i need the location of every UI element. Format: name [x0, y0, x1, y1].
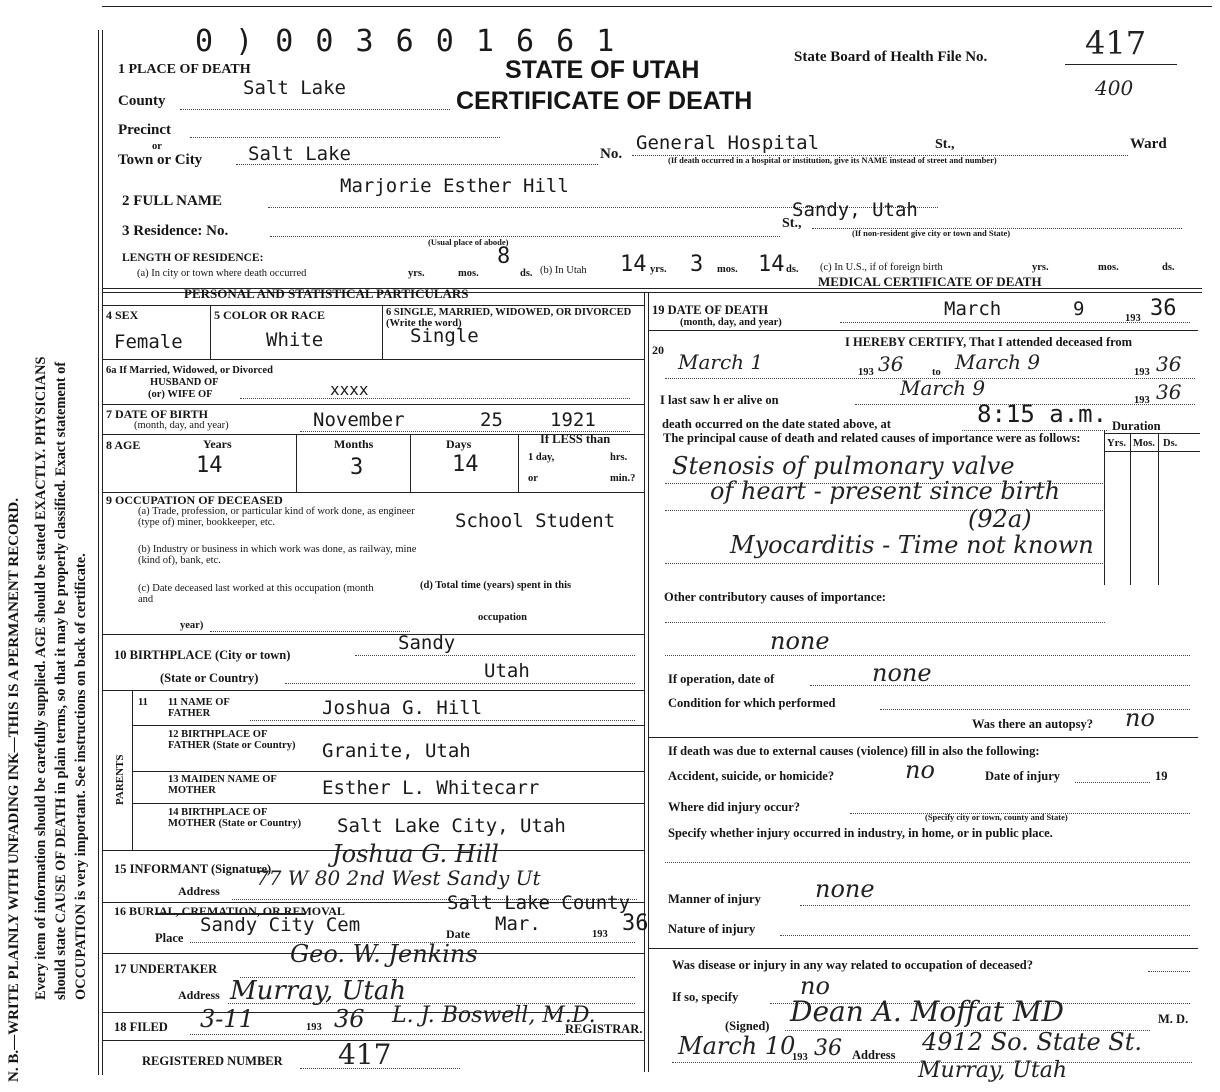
- industry-label: Specify whether injury occurred in industry, in home, or in public place.: [668, 826, 1053, 840]
- physician-city: Murray, Utah: [918, 1058, 1068, 1083]
- contrib-value: none: [770, 627, 830, 655]
- burial-date: Mar.: [495, 913, 541, 935]
- cause-line-1: Stenosis of pulmonary valve: [672, 452, 1015, 480]
- registered-number: 417: [338, 1038, 392, 1071]
- marital-value: Single: [410, 325, 479, 347]
- signed-year-prefix: 193: [792, 1052, 808, 1063]
- age-days-label: Days: [446, 437, 472, 451]
- death-occurred-label: death occurred on the date stated above, at: [662, 417, 891, 431]
- manner-value: none: [815, 875, 875, 903]
- age-months-label: Months: [334, 437, 374, 451]
- sidebar-line-2: Every item of information should be carefully supplied. AGE should be stated EXACTLY. PHYSICIANS: [33, 356, 49, 1000]
- age-months: 3: [350, 455, 364, 480]
- contrib-label: Other contributory causes of importance:: [664, 590, 886, 604]
- age-label: 8 AGE: [106, 438, 141, 452]
- burial-year: 36: [622, 911, 649, 936]
- spouse-label-3: (or) WIFE OF: [148, 389, 213, 400]
- burial-value: Salt Lake County: [447, 892, 631, 914]
- attended-from: March 1: [678, 350, 764, 374]
- undertaker-signature: Geo. W. Jenkins: [290, 940, 478, 968]
- nature-label: Nature of injury: [668, 922, 756, 936]
- last-saw-prefix: 193: [1134, 395, 1150, 406]
- burial-year-prefix: 193: [592, 929, 608, 940]
- certify-label: I HEREBY CERTIFY, That I attended deceased from: [845, 335, 1133, 349]
- autopsy-label: Was there an autopsy?: [972, 717, 1093, 731]
- last-saw-label: I last saw h er alive on: [660, 393, 779, 407]
- form-left-border-inner: [102, 30, 103, 1075]
- dod-day: 9: [1073, 298, 1085, 320]
- birthplace-city: Sandy: [398, 632, 456, 654]
- spouse-label-2: HUSBAND OF: [150, 377, 219, 388]
- residence-c-ds: ds.: [1162, 262, 1175, 273]
- registered-number-label: REGISTERED NUMBER: [142, 1054, 283, 1068]
- residence-b-mos: mos.: [717, 264, 738, 275]
- physician-signature: Dean A. Moffat MD: [790, 995, 1064, 1028]
- burial-place-label: Place: [155, 931, 184, 945]
- filed-label: 18 FILED: [114, 1020, 168, 1034]
- registrar-signature: L. J. Boswell, M.D.: [392, 1003, 596, 1028]
- residence-a-yrs: yrs.: [408, 268, 425, 279]
- street-no-label: No.: [600, 146, 623, 162]
- physician-address-label: Address: [852, 1048, 896, 1062]
- mother-label: 13 MAIDEN NAME OF MOTHER: [168, 774, 277, 796]
- duration-yrs-label: Yrs.: [1107, 438, 1126, 449]
- filed-date: 3-11: [200, 1005, 254, 1033]
- accident-value: no: [905, 756, 935, 784]
- mother-birthplace: Salt Lake City, Utah: [337, 815, 566, 837]
- sidebar-line-3: should state CAUSE OF DEATH in plain terms, so that it may be properly classified. Exact statement of: [53, 361, 69, 1000]
- operation-value: none: [872, 659, 932, 687]
- town-label: Town or City: [118, 152, 203, 168]
- occupation-a-label: (a) Trade, profession, or particular kind of work done, as engineer (type of) miner, bookkeeper, etc.: [138, 506, 415, 528]
- certificate-state-title: STATE OF UTAH: [505, 56, 700, 84]
- residence-b-months: 3: [690, 252, 704, 277]
- dob-year: 1921: [550, 409, 596, 431]
- mother-value: Esther L. Whitecarr: [322, 777, 540, 799]
- length-of-residence-label: LENGTH OF RESIDENCE:: [122, 252, 264, 264]
- cause-line-3: (92a): [968, 505, 1032, 533]
- form-top-rule: [102, 6, 1212, 7]
- injury-year-label: 19: [1155, 769, 1168, 783]
- registrar-label: REGISTRAR.: [565, 1022, 643, 1036]
- father-birthplace-label: 12 BIRTHPLACE OF FATHER (State or Country): [168, 729, 296, 751]
- occupation-value: School Student: [455, 510, 616, 532]
- residence-b-years: 14: [620, 252, 647, 277]
- ward-label: Ward: [1130, 136, 1167, 152]
- residence-nonres-note: (If non-resident give city or town and State): [852, 228, 1011, 238]
- residence-a-ds: ds.: [520, 268, 533, 279]
- age-hrs-label: hrs.: [610, 452, 628, 463]
- cause-line-4: Myocarditis - Time not known: [730, 531, 1094, 559]
- specify-value: no: [800, 972, 830, 1000]
- sidebar-line-4: OCCUPATION is very important. See instructions on back of certificate.: [73, 553, 89, 1000]
- manner-label: Manner of injury: [668, 892, 761, 906]
- spouse-value: xxxx: [330, 380, 369, 399]
- informant-address: 77 W 80 2nd West Sandy Ut: [256, 866, 541, 890]
- autopsy-value: no: [1125, 704, 1155, 732]
- duration-mos-label: Mos.: [1133, 438, 1155, 449]
- age-years-label: Years: [203, 437, 232, 451]
- signed-label: (Signed): [725, 1019, 770, 1033]
- occupation-c-label: (c) Date deceased last worked at this occupation (month and: [138, 583, 374, 605]
- parents-label: PARENTS: [114, 754, 126, 805]
- informant-label: 15 INFORMANT (Signature): [114, 862, 272, 876]
- father-label: 11 NAME OF FATHER: [168, 697, 230, 719]
- file-no: 417: [1085, 24, 1147, 62]
- residence-a-label: (a) In city or town where death occurred: [137, 268, 307, 279]
- residence-b-ds: ds.: [786, 264, 799, 275]
- birthplace-state-label: (State or Country): [160, 671, 259, 685]
- duration-ds-label: Ds.: [1163, 438, 1178, 449]
- dod-year: 36: [1150, 296, 1177, 321]
- condition-label: Condition for which performed: [668, 696, 836, 710]
- dod-label-1: 19 DATE OF DEATH: [652, 303, 769, 317]
- undertaker-label: 17 UNDERTAKER: [114, 962, 218, 976]
- residence-a-days: 8: [497, 244, 511, 269]
- certify-num: 20: [652, 343, 664, 357]
- file-no-label: State Board of Health File No.: [794, 49, 988, 65]
- residence-c-yrs: yrs.: [1032, 262, 1049, 273]
- signed-year: 36: [814, 1036, 842, 1061]
- medical-section-header: MEDICAL CERTIFICATE OF DEATH: [818, 274, 1042, 289]
- signed-date: March 10: [678, 1032, 796, 1060]
- occupation-d2-label: occupation: [478, 612, 528, 623]
- where-note: (Specify city or town, county and State): [925, 812, 1068, 822]
- certificate-title: CERTIFICATE OF DEATH: [456, 87, 753, 115]
- age-days: 14: [452, 452, 479, 477]
- residence-label: 3 Residence: No.: [122, 223, 229, 239]
- attended-to-year: 36: [1156, 352, 1182, 376]
- mother-birthplace-label: 14 BIRTHPLACE OF MOTHER (State or Country): [168, 807, 302, 829]
- last-saw-date: March 9: [900, 376, 986, 400]
- residence-a-mos: mos.: [458, 268, 479, 279]
- age-day-label: 1 day,: [528, 452, 555, 463]
- attended-to: March 9: [955, 350, 1041, 374]
- dob-day: 25: [480, 409, 503, 431]
- personal-section-header: PERSONAL AND STATISTICAL PARTICULARS: [184, 286, 469, 301]
- street-label: St.,: [935, 137, 955, 152]
- precinct-label: Precinct: [118, 122, 172, 138]
- residence-b-label: (b) In Utah: [540, 265, 587, 276]
- duration-label: Duration: [1112, 419, 1161, 433]
- age-min-label: min.?: [610, 473, 636, 484]
- county-label: County: [118, 93, 166, 109]
- residence-c-label: (c) In U.S., if of foreign birth: [820, 262, 943, 273]
- occ-related-label: Was disease or injury in any way related to occupation of deceased?: [672, 958, 1033, 972]
- document-serial: 0 ) 0 0 3 6 0 1 6 6 1: [195, 24, 617, 59]
- burial-num-label: 16 BURIAL, CREMATION, OR REMOVAL: [114, 904, 345, 918]
- occupation-d-label: (d) Total time (years) spent in this: [420, 580, 572, 591]
- md-label: M. D.: [1158, 1012, 1189, 1026]
- death-time: 8:15 a.m.: [977, 400, 1108, 428]
- cause-line-2: of heart - present since birth: [710, 477, 1061, 505]
- dod-label-2: (month, day, and year): [680, 317, 782, 328]
- sex-value: Female: [114, 331, 183, 353]
- occupation-label: 9 OCCUPATION OF DECEASED: [106, 493, 283, 507]
- dob-label-2: (month, day, and year): [134, 420, 229, 431]
- undertaker-address-label: Address: [178, 988, 220, 1002]
- color-value: White: [266, 329, 324, 351]
- operation-label: If operation, date of: [668, 672, 775, 686]
- dod-year-prefix: 193: [1125, 313, 1141, 324]
- sidebar-line-1: N. B.—WRITE PLAINLY WITH UNFADING INK—THIS IS A PERMANENT RECORD.: [6, 498, 22, 1082]
- place-of-death-label: 1 PLACE OF DEATH: [118, 62, 251, 77]
- town-value: Salt Lake: [248, 143, 351, 165]
- residence-city: Sandy, Utah: [792, 199, 918, 221]
- burial-date-label: Date: [446, 927, 470, 941]
- burial-place: Sandy City Cem: [200, 914, 361, 936]
- age-years: 14: [196, 453, 223, 478]
- residence-st-label: St.,: [782, 216, 802, 231]
- age-less-label: If LESS than: [540, 432, 611, 446]
- birthplace-state: Utah: [484, 660, 530, 682]
- father-num: 11: [138, 697, 148, 708]
- hospital-value: General Hospital: [636, 132, 820, 154]
- last-saw-year: 36: [1156, 380, 1182, 404]
- age-or-label: or: [528, 473, 538, 484]
- hospital-note: (If death occurred in a hospital or institution, give its NAME instead of street and number): [668, 155, 997, 165]
- specify-label: If so, specify: [672, 990, 739, 1004]
- where-label: Where did injury occur?: [668, 800, 801, 814]
- physician-address: 4912 So. State St.: [922, 1028, 1143, 1056]
- full-name-value: Marjorie Esther Hill: [340, 175, 569, 197]
- attended-to-prefix: 193: [1134, 367, 1150, 378]
- dob-month: November: [313, 409, 405, 431]
- father-value: Joshua G. Hill: [322, 697, 483, 719]
- column-divider: [644, 292, 645, 1072]
- county-value: Salt Lake: [243, 77, 346, 99]
- residence-b-days: 14: [758, 252, 785, 277]
- color-label: 5 COLOR OR RACE: [214, 308, 326, 322]
- attended-from-year: 36: [878, 352, 904, 376]
- external-label: If death was due to external causes (violence) fill in also the following:: [668, 744, 1040, 758]
- filed-year: 36: [334, 1005, 365, 1033]
- attended-from-prefix: 193: [858, 367, 874, 378]
- residence-b-yrs: yrs.: [650, 264, 667, 275]
- form-left-border: [98, 30, 99, 1075]
- file-no-sub: 400: [1095, 76, 1134, 100]
- spouse-label-1: 6a If Married, Widowed, or Divorced: [106, 365, 273, 376]
- marital-label: 6 SINGLE, MARRIED, WIDOWED, OR DIVORCED (Write the word): [386, 307, 632, 329]
- precinct-or-label: or: [152, 141, 162, 152]
- undertaker-address: Murray, Utah: [230, 976, 407, 1006]
- injury-date-label: Date of injury: [985, 769, 1060, 783]
- accident-label: Accident, suicide, or homicide?: [668, 769, 835, 783]
- occupation-b-label: (b) Industry or business in which work was done, as railway, mine (kind of), bank, etc.: [138, 544, 417, 566]
- dob-label-1: 7 DATE OF BIRTH: [106, 407, 208, 421]
- dod-month: March: [944, 298, 1002, 320]
- filed-year-prefix: 193: [306, 1022, 322, 1033]
- sex-label: 4 SEX: [106, 308, 139, 322]
- father-birthplace: Granite, Utah: [322, 740, 471, 762]
- residence-c-mos: mos.: [1098, 262, 1119, 273]
- attended-to-label: to: [932, 367, 941, 378]
- occupation-year-label: year): [180, 620, 204, 631]
- informant-signature: Joshua G. Hill: [332, 840, 499, 868]
- full-name-label: 2 FULL NAME: [122, 193, 223, 209]
- informant-address-label: Address: [178, 884, 220, 898]
- birthplace-label: 10 BIRTHPLACE (City or town): [114, 648, 291, 662]
- residence-abode-note: (Usual place of abode): [428, 237, 509, 247]
- cause-label: The principal cause of death and related causes of importance were as follows:: [663, 431, 1081, 445]
